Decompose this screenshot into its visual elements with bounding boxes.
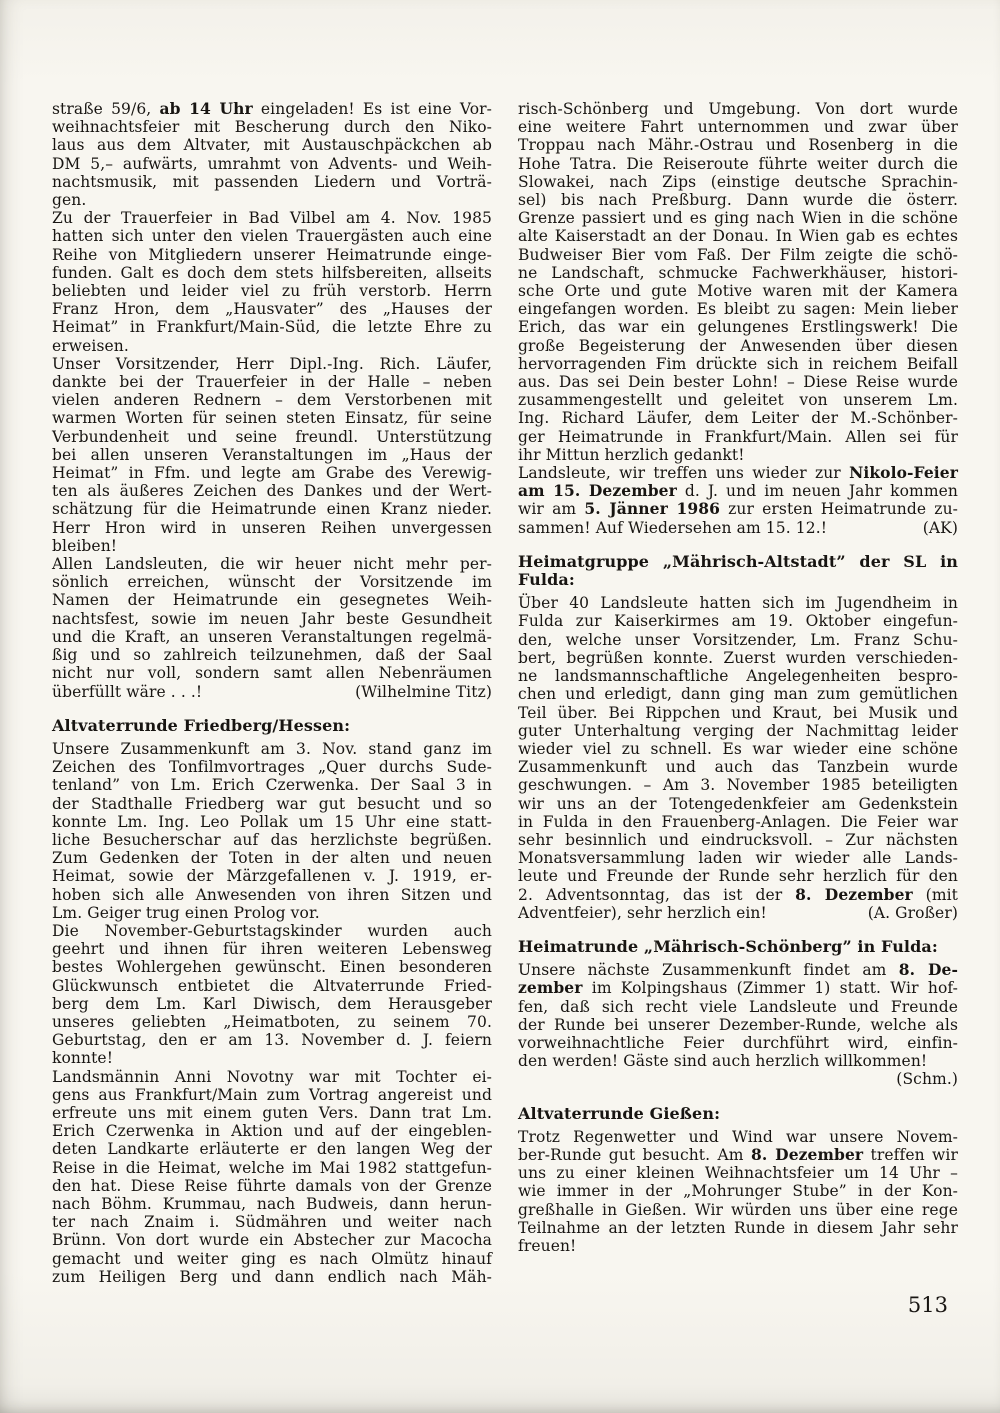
- text-line: nach Böhm. Krummau, nach Budweis, dann herun-: [52, 1194, 492, 1213]
- text-line: nachtsfest, sowie im neuen Jahr beste Gesundheit: [52, 609, 492, 628]
- text-line: laus aus dem Altvater, mit Austauschpäckchen ab: [52, 136, 492, 155]
- paragraph: [52, 209, 492, 355]
- section-heading: [518, 1105, 958, 1123]
- text-line: Namen der Heimatrunde ein gesegnetes Weih-: [52, 591, 492, 610]
- text-line: bleiben!: [52, 536, 118, 555]
- text-line: den, welche unser Vorsitzender, Lm. Franz Schu-: [518, 630, 958, 649]
- text-line: ne Landschaft, schmucke Fachwerkhäuser, histori-: [518, 263, 958, 282]
- text-line: bei allen unseren Veranstaltungen im „Haus der: [52, 445, 492, 464]
- text-line: bestes Wohlergehen gewünscht. Einen besonderen: [52, 958, 492, 977]
- text-line: tenland” von Lm. Erich Czerwenka. Der Saal 3 in: [52, 776, 492, 795]
- text-line: risch-Schönberg und Umgebung. Von dort wurde: [518, 100, 958, 118]
- text-line: gen.: [52, 191, 87, 210]
- text-line: Franz Hron, dem „Hausvater” des „Hauses der: [52, 300, 492, 319]
- text-line: sönlich erreichen, wünscht der Vorsitzende im: [52, 573, 492, 592]
- text-line: ter nach Znaim i. Südmähren und weiter nach: [52, 1213, 492, 1232]
- text-line: [52, 683, 492, 701]
- text-line: Glückwunsch entbietet die Altvaterrunde Fried-: [52, 976, 492, 995]
- text-line: dankte bei der Trauerfeier in der Halle – neben: [52, 373, 492, 392]
- line-text: überfüllt wäre . . .!: [52, 682, 203, 701]
- text-line: Allen Landsleuten, die wir heuer nicht mehr per-: [52, 555, 492, 574]
- text-line: Landsleute, wir treffen uns wieder zur Nikolo-Feier: [518, 463, 958, 483]
- page-number: 513: [907, 1293, 948, 1317]
- section-heading: [518, 553, 958, 589]
- text-line: eingefangen worden. Es bleibt zu sagen: Mein lieber: [518, 300, 958, 319]
- text-line: Heimatrunde „Mährisch-Schönberg” in Fulda:: [518, 936, 938, 956]
- paragraph: [52, 922, 492, 1068]
- text-line: ten als äußeres Zeichen des Dankes und der Wert-: [52, 482, 492, 501]
- text-line: alte Kaiserstadt an der Donau. In Wien gab es echtes: [518, 227, 958, 246]
- text-line: Heimatgruppe „Mährisch-Altstadt” der SL in: [518, 551, 958, 571]
- text-line: uns zu einer kleinen Weihnachtsfeier um 14 Uhr –: [518, 1164, 958, 1183]
- text-line: wir am 5. Jänner 1986 zur ersten Heimatrunde zu-: [518, 499, 958, 519]
- text-line: Heimat, sowie der Märzgefallenen v. J. 1919, er-: [52, 867, 492, 886]
- column-right: [518, 100, 958, 1286]
- column-left: [52, 100, 492, 1286]
- text-line: der Stadthalle Friedberg war gut besucht und so: [52, 794, 492, 813]
- text-line: in Fulda in den Frauenberg-Anlagen. Die Feier war: [518, 812, 958, 831]
- paragraph: [52, 740, 492, 922]
- text-line: große Begeisterung der Anwesenden über diesen: [518, 336, 958, 355]
- text-line: guter Unterhaltung verging der Nachmittag leider: [518, 721, 958, 740]
- paragraph: [518, 961, 958, 1088]
- text-line: wir uns an der Totengedenkfeier am Gedenkstein: [518, 794, 958, 813]
- text-line: erfreute uns mit einem guten Vers. Dann trat Lm.: [52, 1103, 492, 1122]
- text-line: der Runde bei unserer Dezember-Runde, welche als: [518, 1015, 958, 1034]
- text-line: vorweihnachtliche Feier durchführt wird, einfin-: [518, 1033, 958, 1052]
- text-line: nachtsmusik, mit passenden Liedern und Vorträ-: [52, 172, 492, 191]
- signature: (A. Großer): [867, 903, 958, 922]
- text-line: ßig und so zahlreich teilzunehmen, daß der Saal: [52, 646, 492, 665]
- text-line: eine weitere Fahrt unternommen und zwar über: [518, 118, 958, 137]
- section-heading: [518, 938, 958, 956]
- signature: (Wilhelmine Titz): [355, 682, 492, 701]
- text-line: den werden! Gäste sind auch herzlich willkommen!: [518, 1052, 928, 1071]
- text-line: Über 40 Landsleute hatten sich im Jugendheim in: [518, 594, 958, 613]
- text-line: Grenze passiert und es ging nach Wien in die schöne: [518, 209, 958, 228]
- text-line: Fulda:: [518, 570, 575, 590]
- text-line: Heimat” in Ffm. und legte am Grabe des Verewig-: [52, 464, 492, 483]
- text-line: Fulda zur Kaiserkirmes am 19. Oktober eingefun-: [518, 612, 958, 631]
- text-line: Verbundenheit und seine freundl. Unterstützung: [52, 427, 492, 446]
- text-line: Altvaterrunde Gießen:: [518, 1103, 721, 1123]
- text-line: hoben sich alle Anwesenden von ihren Sitzen und: [52, 885, 492, 904]
- text-line: konnte!: [52, 1049, 114, 1068]
- text-line: [518, 904, 958, 922]
- text-line: 2. Adventsonntag, das ist der 8. Dezember (mit: [518, 884, 959, 904]
- text-line: chen und erledigt, dann ging man zum gemütlichen: [518, 685, 958, 704]
- text-line: Monatsversammlung laden wir wieder alle Lands-: [518, 849, 958, 868]
- text-line: Reise in die Heimat, welche im Mai 1982 stattgefun-: [52, 1158, 492, 1177]
- text-line: gemacht und weiter ging es nach Olmütz hinauf: [52, 1249, 492, 1268]
- text-line: geehrt und ihnen für ihren weiteren Lebensweg: [52, 940, 492, 959]
- text-line: Hohe Tatra. Die Reiseroute führte weiter durch die: [518, 154, 958, 173]
- text-line: ber-Runde gut besucht. Am 8. Dezember treffen wir: [518, 1144, 958, 1164]
- text-line: Slowakei, nach Zips (einstige deutsche Sprachin-: [518, 172, 958, 191]
- text-line: berg dem Lm. Karl Diwisch, dem Herausgeber: [52, 994, 492, 1013]
- text-line: warmen Worten für seinen steten Einsatz, für seine: [52, 409, 492, 428]
- text-line: Reihe von Mitgliedern unserer Heimatrunde einge-: [52, 245, 492, 264]
- text-line: Zeichen des Tonfilmvortrages „Quer durchs Sude-: [52, 758, 492, 777]
- text-line: gens aus Frankfurt/Main zum Vortrag angereist und: [52, 1085, 492, 1104]
- paragraph: [518, 594, 958, 922]
- text-line: Brünn. Von dort wurde ein Abstecher zur Macocha: [52, 1231, 492, 1250]
- text-line: ger Heimatrunde in Frankfurt/Main. Allen sei für: [518, 427, 958, 446]
- text-line: DM 5,– aufwärts, umrahmt von Advents- und Weih-: [52, 154, 492, 173]
- text-line: bert, begrüßen konnte. Zuerst wurden verschieden-: [518, 648, 958, 667]
- paragraph: [52, 355, 492, 555]
- line-text: sammen! Auf Wiedersehen am 15. 12.!: [518, 518, 828, 537]
- text-line: ihr Mittun herzlich gedankt!: [518, 445, 745, 464]
- text-line: Erich, das war ein gelungenes Erstlingswerk! Die: [518, 318, 958, 337]
- text-line: Unsere nächste Zusammenkunft findet am 8. De-: [518, 960, 958, 980]
- text-line: Trotz Regenwetter und Wind war unsere Novem-: [518, 1127, 958, 1146]
- text-line: sehr besinnlich und eindrucksvoll. – Zur nächsten: [518, 830, 958, 849]
- text-line: vielen anderen Rednern – dem Verstorbenen mit: [52, 391, 492, 410]
- signature: (Schm.): [896, 1070, 958, 1089]
- text-line: wie immer in der „Mohrunger Stube” in der Kon-: [518, 1182, 958, 1201]
- text-line: greßhalle in Gießen. Wir würden uns über eine rege: [518, 1200, 958, 1219]
- text-line: zusammengestellt und geleitet von unserem Lm.: [518, 391, 958, 410]
- text-line: konnte Lm. Ing. Leo Pollak um 15 Uhr eine statt-: [52, 812, 492, 831]
- text-line: liche Besucherschar auf das herzlichste begrüßen.: [52, 830, 492, 849]
- text-line: freuen!: [518, 1236, 577, 1255]
- text-line: zember im Kolpingshaus (Zimmer 1) statt. Wir hof-: [518, 978, 958, 998]
- paragraph: [52, 100, 492, 209]
- text-line: hervorragenden Fim drückte sich in reichem Beifall: [518, 354, 958, 373]
- text-line: hatten sich unter den vielen Trauergästen auch eine: [52, 227, 492, 246]
- text-line: den hat. Diese Reise führte damals von der Grenze: [52, 1176, 492, 1195]
- section-heading: [52, 717, 492, 735]
- text-line: beliebten und leider viel zu früh verstorb. Herrn: [52, 282, 492, 301]
- text-line: [518, 1070, 958, 1088]
- line-text: Adventfeier), sehr herzlich ein!: [518, 903, 767, 922]
- paragraph: [518, 100, 958, 464]
- text-line: Zum Gedenken der Toten in der alten und neuen: [52, 849, 492, 868]
- text-line: Zu der Trauerfeier in Bad Vilbel am 4. Nov. 1985: [52, 209, 492, 228]
- text-line: Unsere Zusammenkunft am 3. Nov. stand ganz im: [52, 739, 492, 758]
- text-line: geschwungen. – Am 3. November 1985 beteiligten: [518, 776, 958, 795]
- text-line: Heimat” in Frankfurt/Main-Süd, die letzte Ehre zu: [52, 318, 492, 337]
- text-line: unseres geliebten „Heimatboten, zu seinem 70.: [52, 1012, 492, 1031]
- text-line: Herr Hron wird in unseren Reihen unvergessen: [52, 518, 492, 537]
- text-line: sche Orte und gute Motive waren mit der Kamera: [518, 282, 958, 301]
- text-line: leute und Freunde der Runde sehr herzlich für den: [518, 867, 958, 886]
- paragraph: [518, 1128, 958, 1255]
- text-line: zum Heiligen Berg und dann endlich nach Mäh-: [52, 1267, 492, 1286]
- paragraph: [518, 464, 958, 537]
- paragraph: [52, 1068, 492, 1286]
- text-line: ne landsmannschaftliche Angelegenheiten bespro-: [518, 667, 958, 686]
- text-line: deten Landkarte erläuterte er den langen Weg der: [52, 1140, 492, 1159]
- text-line: Zusammenkunft und auch das Tanzbein wurde: [518, 758, 958, 777]
- text-line: Unser Vorsitzender, Herr Dipl.-Ing. Rich. Läufer,: [52, 354, 492, 373]
- text-line: Die November-Geburtstagskinder wurden auch: [52, 921, 492, 940]
- text-line: [518, 519, 958, 537]
- text-line: funden. Galt es doch dem stets hilfsbereiten, allseits: [52, 263, 492, 282]
- text-line: weihnachtsfeier mit Bescherung durch den Niko-: [52, 118, 492, 137]
- text-line: Budweiser Bier vom Faß. Der Film zeigte die schö-: [518, 245, 958, 264]
- text-line: Geburtstag, den er am 13. November d. J. feiern: [52, 1031, 492, 1050]
- text-line: Teil über. Bei Rippchen und Kraut, bei Musik und: [518, 703, 958, 722]
- text-line: Ing. Richard Läufer, dem Leiter der M.-Schönber-: [518, 409, 958, 428]
- signature: (AK): [922, 518, 958, 537]
- text-line: am 15. Dezember d. J. und im neuen Jahr kommen: [518, 481, 958, 501]
- text-line: sel) bis nach Preßburg. Dann wurde die österr.: [518, 191, 958, 210]
- text-line: und die Kraft, an unseren Veranstaltungen regelmä-: [52, 627, 492, 646]
- paragraph: [52, 555, 492, 701]
- text-line: wieder viel zu schnell. Es war wieder eine schöne: [518, 739, 958, 758]
- text-line: Teilnahme an der letzten Runde in diesem Jahr sehr: [518, 1218, 958, 1237]
- text-line: erweisen.: [52, 336, 129, 355]
- text-line: Landsmännin Anni Novotny war mit Tochter ei-: [52, 1067, 492, 1086]
- text-line: aus. Das sei Dein bester Lohn! – Diese Reise wurde: [518, 373, 958, 392]
- text-line: fen, daß sich recht viele Landsleute und Freunde: [518, 997, 958, 1016]
- text-line: Altvaterrunde Friedberg/Hessen:: [52, 715, 351, 735]
- text-line: straße 59/6, ab 14 Uhr eingeladen! Es ist eine Vor-: [52, 99, 492, 118]
- text-line: schätzung für die Heimatrunde einen Kranz nieder.: [52, 500, 492, 519]
- text-line: nicht nur voll, sondern samt allen Nebenräumen: [52, 664, 492, 683]
- text-line: Erich Czerwenka in Aktion und auf der eingeblen-: [52, 1122, 492, 1141]
- text-line: Troppau nach Mähr.-Ostrau und Rosenberg in die: [518, 136, 958, 155]
- text-line: Lm. Geiger trug einen Prolog vor.: [52, 903, 320, 922]
